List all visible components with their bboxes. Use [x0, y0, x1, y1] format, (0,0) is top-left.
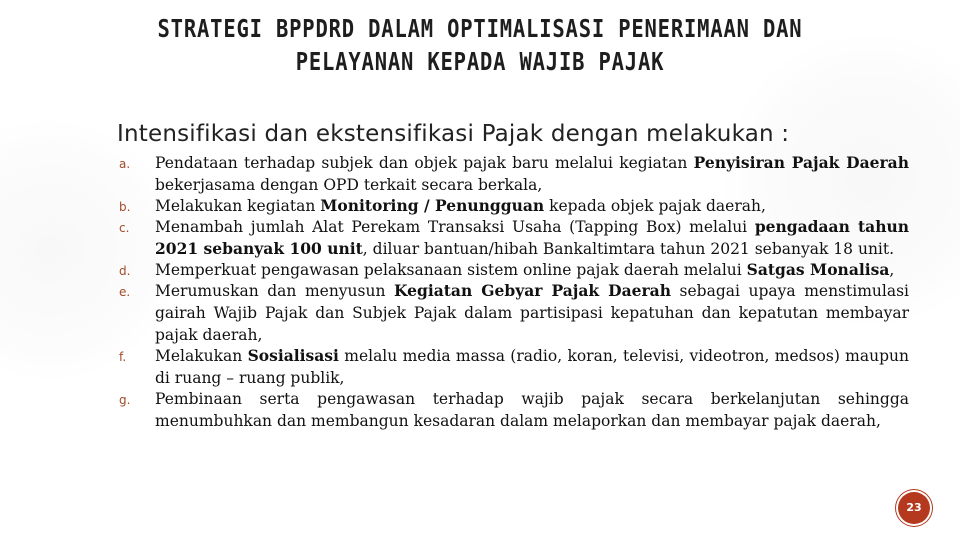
list-item-highlight: Satgas Monalisa — [746, 260, 890, 279]
slide-title-line-2: PELAYANAN KEPADA WAJIB PAJAK — [295, 47, 665, 76]
list-item-highlight: Kegiatan Gebyar Pajak Daerah — [394, 281, 671, 300]
list-item-letter: f. — [119, 350, 127, 364]
list-item-text: kepada objek pajak daerah, — [544, 197, 766, 215]
list-item-text: melalu media massa (radio, koran, televisi, videotron, medsos) maupun di ruang – ruang publik, — [155, 347, 909, 387]
slide-title — [136, 12, 825, 78]
list-item-highlight: Monitoring / Penungguan — [320, 196, 545, 215]
list-item — [117, 195, 909, 217]
list-item-text: Menambah jumlah Alat Perekam Transaksi Usaha (Tapping Box) melalui — [155, 218, 755, 236]
list-item-letter: g. — [119, 393, 131, 407]
list-item-text: Memperkuat pengawasan pelaksanaan sistem online pajak daerah melalui — [155, 261, 747, 279]
intro-text: Intensifikasi dan ekstensifikasi Pajak dengan melakukan : — [117, 121, 790, 147]
list-item-text: Melakukan kegiatan — [155, 197, 321, 215]
list-item-text: Melakukan — [155, 347, 248, 365]
list-item-letter: c. — [119, 221, 130, 235]
list-item — [117, 280, 909, 346]
list-item — [117, 216, 909, 260]
list-item — [117, 152, 909, 196]
list-item-text: , — [889, 261, 895, 279]
list-item-text: , diluar bantuan/hibah Bankaltimtara tahun 2021 sebanyak 18 unit. — [362, 240, 895, 258]
list-item-text: bekerjasama dengan OPD terkait secara berkala, — [155, 176, 543, 194]
list-item-text: Merumuskan dan menyusun — [155, 282, 395, 300]
list-item — [117, 345, 909, 389]
list-item-letter: e. — [119, 285, 131, 299]
list-item-letter: a. — [119, 157, 131, 171]
slide-title-line-1: STRATEGI BPPDRD DALAM OPTIMALISASI PENERIMAAN DAN — [157, 14, 803, 43]
list-item-letter: d. — [119, 264, 131, 278]
list-item-text: Pembinaan serta pengawasan terhadap wajib pajak secara berkelanjutan sehingga menumbuhkan dan membangun kesadaran dalam melaporkan dan membayar pajak daerah, — [155, 390, 909, 430]
list-item-text: Pendataan terhadap subjek dan objek pajak baru melalui kegiatan — [155, 154, 694, 172]
list-item-letter: b. — [119, 200, 131, 214]
list-item-highlight: pengadaan tahun 2021 sebanyak 100 unit — [155, 217, 910, 258]
page-number-badge: 23 — [898, 492, 930, 524]
list-item — [117, 388, 909, 432]
list-item-text: sebagai upaya menstimulasi gairah Wajib Pajak dan Subjek Pajak dalam partisipasi kepatuhan dan kepatutan membayar pajak daerah, — [155, 282, 909, 344]
list-item-highlight: Sosialisasi — [247, 346, 339, 365]
list-item-highlight: Penyisiran Pajak Daerah — [693, 153, 909, 172]
list-item — [117, 259, 909, 281]
strategy-list — [117, 152, 909, 431]
